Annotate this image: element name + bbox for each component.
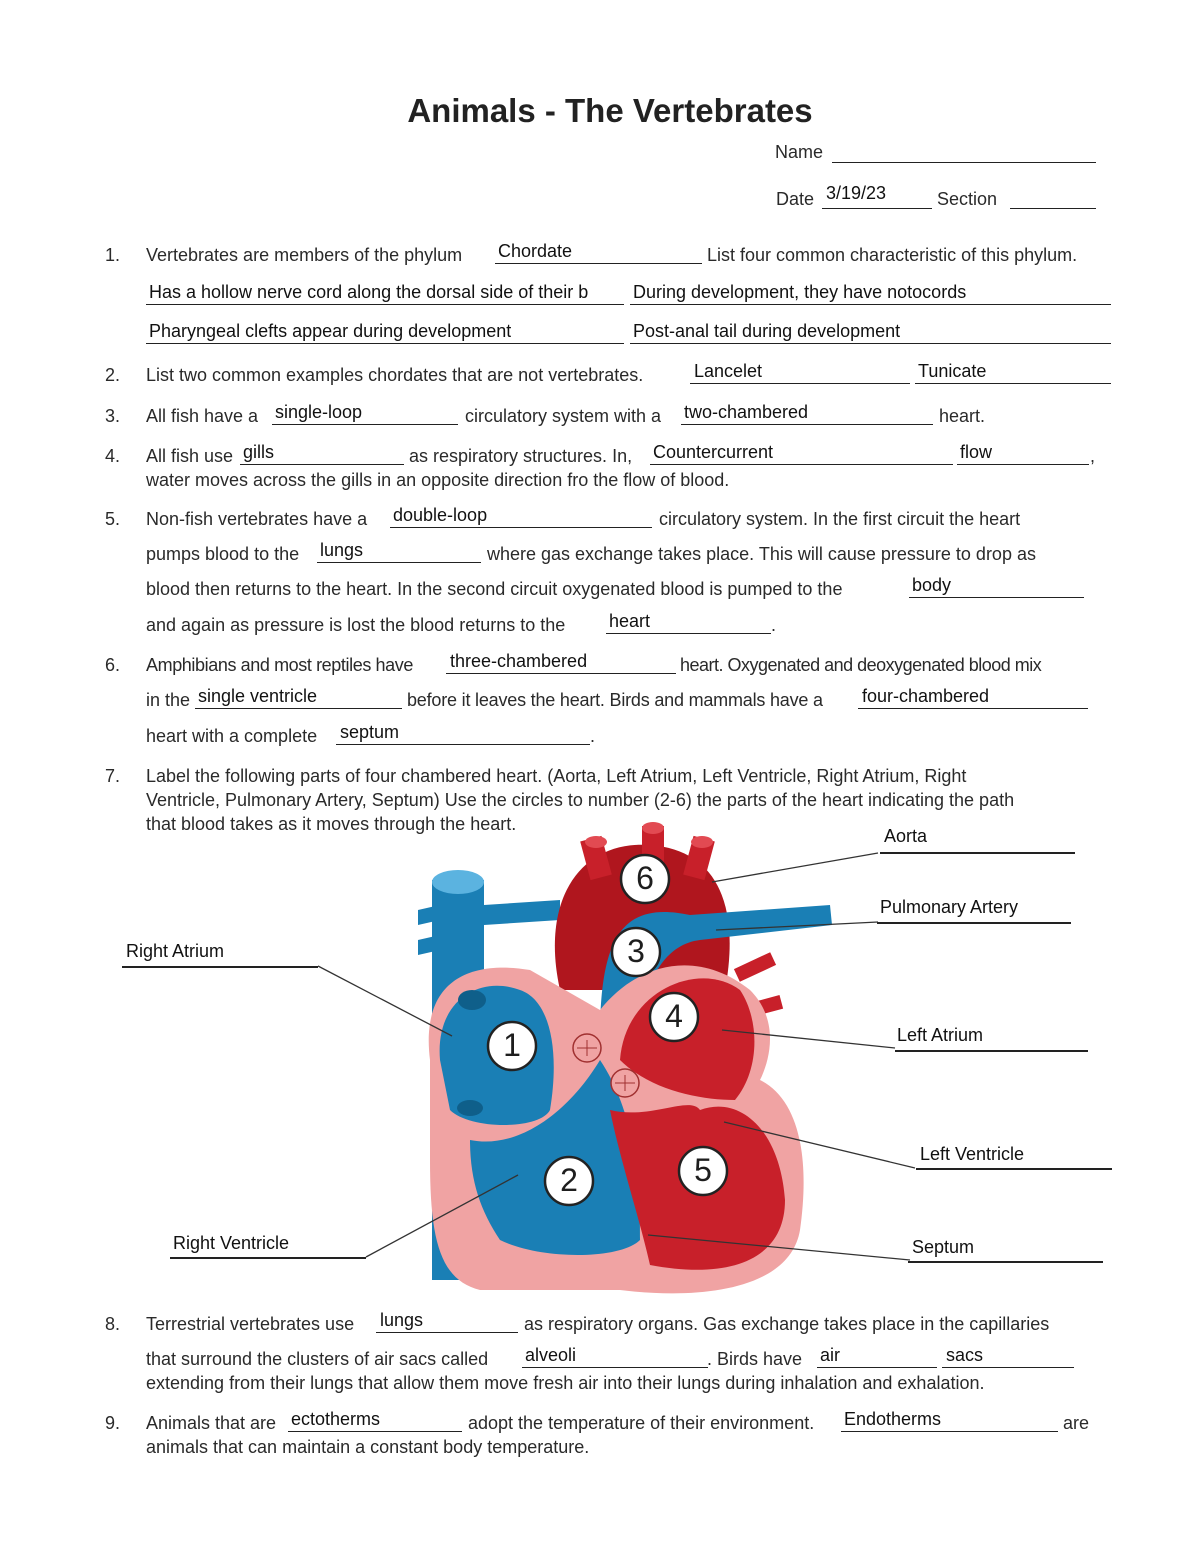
q5-ans2: lungs (320, 540, 364, 560)
q1-char1-answer: Has a hollow nerve cord along the dorsal side of their b (149, 282, 589, 302)
q9-text-d: animals that can maintain a constant body temperature. (146, 1437, 590, 1457)
q5-text-e: blood then returns to the heart. In the second circuit oxygenated blood is pumped to the (146, 579, 843, 599)
q1-char2-answer: During development, they have notocords (633, 282, 967, 302)
q5-number: 5. (105, 509, 121, 529)
q9-ans2: Endotherms (844, 1409, 942, 1429)
q8-text-b: as respiratory organs. Gas exchange takes place in the capillaries (524, 1314, 1050, 1334)
q2-number: 2. (105, 365, 121, 385)
q1-char3-answer: Pharyngeal clefts appear during development (149, 321, 512, 341)
q6-ans2: single ventricle (198, 686, 318, 706)
q8-text-a: Terrestrial vertebrates use (146, 1314, 355, 1334)
q8-ans1: lungs (380, 1310, 424, 1330)
q1-text-a: Vertebrates are members of the phylum (146, 245, 463, 265)
q9-text-a: Animals that are (146, 1413, 277, 1433)
q5-text-c: pumps blood to the (146, 544, 300, 564)
q7-line2: Ventricle, Pulmonary Artery, Septum) Use the circles to number (2-6) the parts of the heart indicating the path (146, 790, 1015, 810)
q5-text-g: . (771, 615, 777, 635)
section-label: Section (937, 189, 998, 209)
q8-ans4: sacs (946, 1345, 984, 1365)
circle-1-number: 1 (503, 1027, 521, 1063)
q3-text-c: heart. (939, 406, 986, 426)
q7-number: 7. (105, 766, 121, 786)
q5-text-a: Non-fish vertebrates have a (146, 509, 368, 529)
label-right-ventricle: Right Ventricle (173, 1233, 290, 1253)
q4-text-c: , (1090, 446, 1096, 466)
q3-text-b: circulatory system with a (465, 406, 662, 426)
q6-number: 6. (105, 655, 121, 675)
q4-ans3: flow (960, 442, 993, 462)
q6-text-e: heart with a complete (146, 726, 318, 746)
q1-char4-answer: Post-anal tail during development (633, 321, 901, 341)
q7-line1: Label the following parts of four chambered heart. (Aorta, Left Atrium, Left Ventricle, Right Atrium, Right (146, 766, 967, 786)
q6-text-d: before it leaves the heart. Birds and mammals have a (407, 690, 823, 710)
label-pulmonary-artery-line[interactable] (877, 922, 1071, 924)
label-aorta: Aorta (884, 826, 928, 846)
q9-ans1: ectotherms (291, 1409, 381, 1429)
q3-ans2: two-chambered (684, 402, 809, 422)
label-left-atrium-line[interactable] (895, 1050, 1088, 1052)
date-value: 3/19/23 (826, 183, 887, 203)
q5-ans4: heart (609, 611, 651, 631)
q6-text-a: Amphibians and most reptiles have (146, 655, 413, 675)
q4-text-d: water moves across the gills in an opposite direction fro the flow of blood. (146, 470, 730, 490)
q6-text-f: . (590, 726, 596, 746)
label-pulmonary-artery: Pulmonary Artery (880, 897, 1019, 917)
q4-number: 4. (105, 446, 121, 466)
q6-ans3: four-chambered (862, 686, 990, 706)
q8-text-d: . Birds have (707, 1349, 803, 1369)
label-right-ventricle-line[interactable] (170, 1257, 366, 1259)
q5-ans3: body (912, 575, 952, 595)
date-label: Date (776, 189, 815, 209)
q5-ans1: double-loop (393, 505, 488, 525)
q5-text-f: and again as pressure is lost the blood returns to the (146, 615, 566, 635)
q6-ans4: septum (340, 722, 400, 742)
q6-text-b: heart. Oxygenated and deoxygenated blood mix (680, 655, 1042, 675)
q8-number: 8. (105, 1314, 121, 1334)
circle-4-number: 4 (665, 998, 683, 1034)
name-label: Name (775, 142, 824, 162)
q9-number: 9. (105, 1413, 121, 1433)
circle-3-number: 3 (627, 933, 645, 969)
page-title: Animals - The Vertebrates (407, 92, 813, 129)
q3-ans1: single-loop (275, 402, 363, 422)
label-aorta-line[interactable] (880, 852, 1075, 854)
q8-ans3: air (820, 1345, 841, 1365)
q4-ans1: gills (243, 442, 275, 462)
q1-phylum-answer: Chordate (498, 241, 573, 261)
q7-line3: that blood takes as it moves through the heart. (146, 814, 517, 834)
label-right-atrium-line[interactable] (122, 966, 318, 968)
q8-ans2: alveoli (525, 1345, 577, 1365)
label-septum-line[interactable] (908, 1261, 1103, 1263)
label-left-atrium: Left Atrium (897, 1025, 984, 1045)
q6-text-c: in the (146, 690, 191, 710)
q5-text-d: where gas exchange takes place. This will cause pressure to drop as (487, 544, 1036, 564)
q3-number: 3. (105, 406, 121, 426)
label-right-atrium: Right Atrium (126, 941, 225, 961)
q4-ans2: Countercurrent (653, 442, 774, 462)
circle-2-number: 2 (560, 1162, 578, 1198)
q9-text-b: adopt the temperature of their environment. (468, 1413, 815, 1433)
q4-text-b: as respiratory structures. In, (409, 446, 633, 466)
q8-text-c: that surround the clusters of air sacs called (146, 1349, 489, 1369)
circle-5-number: 5 (694, 1152, 712, 1188)
q5-text-b: circulatory system. In the first circuit the heart (659, 509, 1021, 529)
label-left-ventricle-line[interactable] (916, 1168, 1112, 1170)
q1-text-b: List four common characteristic of this phylum. (707, 245, 1078, 265)
q2-text: List two common examples chordates that are not vertebrates. (146, 365, 644, 385)
label-left-ventricle: Left Ventricle (920, 1144, 1025, 1164)
q2-ans1: Lancelet (694, 361, 763, 381)
q9-text-c: are (1063, 1413, 1090, 1433)
q3-text-a: All fish have a (146, 406, 259, 426)
q2-ans2: Tunicate (918, 361, 987, 381)
q4-text-a: All fish use (146, 446, 234, 466)
q1-number: 1. (105, 245, 121, 265)
label-septum: Septum (912, 1237, 975, 1257)
q6-ans1: three-chambered (450, 651, 588, 671)
circle-6-number: 6 (636, 860, 654, 896)
q8-text-e: extending from their lungs that allow them move fresh air into their lungs during inhalation and exhalation. (146, 1373, 985, 1393)
